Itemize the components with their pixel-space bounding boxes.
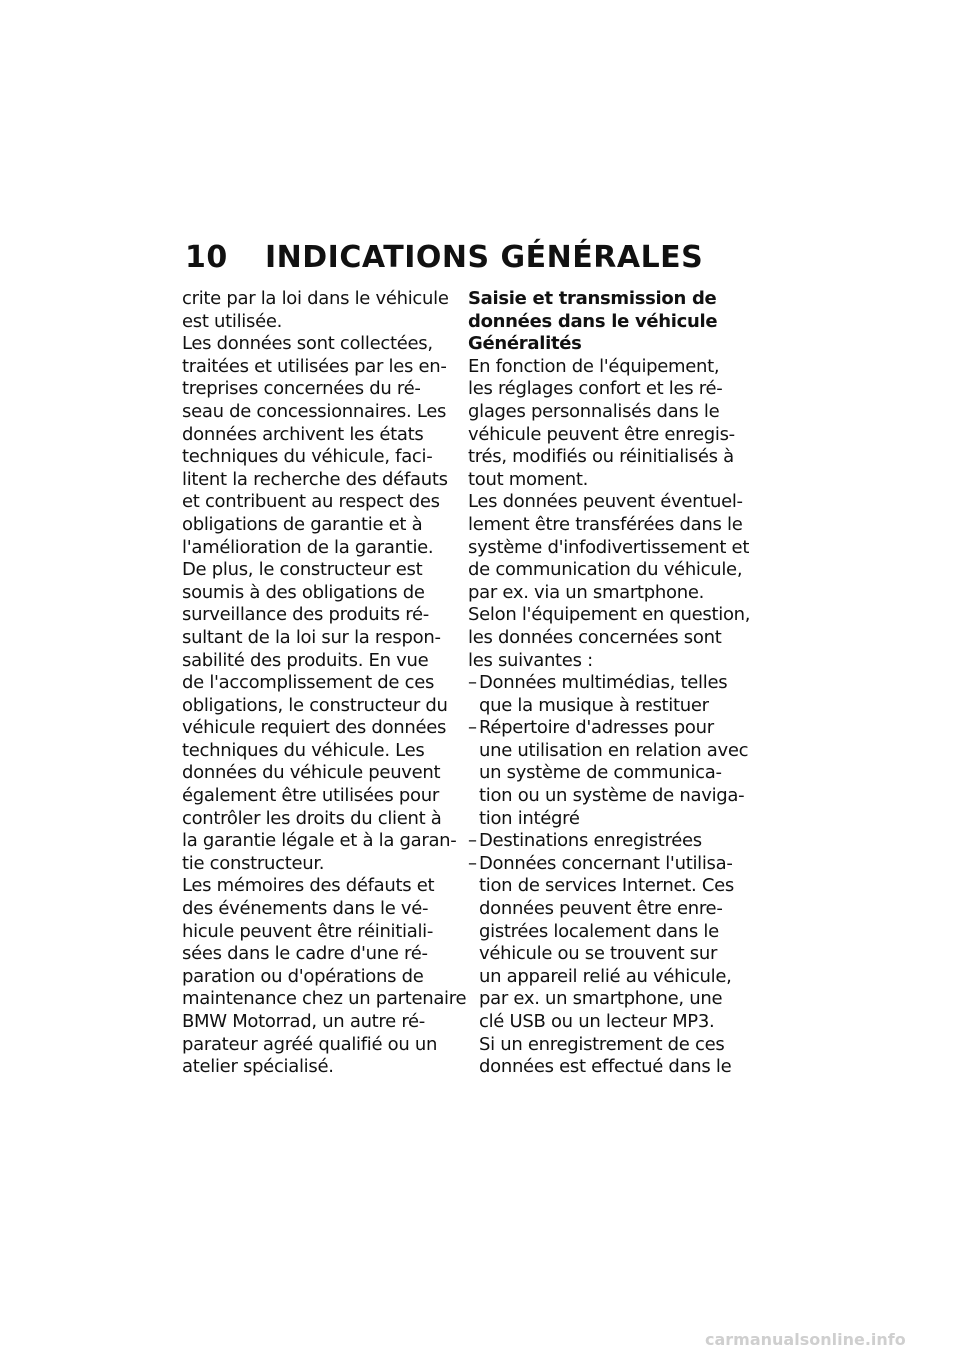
list-item-text: Données multimédias, telles [479, 672, 728, 694]
text-line: les réglages confort et les ré- [468, 378, 723, 400]
page-header [185, 240, 703, 275]
watermark: carmanualsonline.info [705, 1330, 906, 1349]
text-line: les données concernées sont [468, 626, 722, 648]
section-heading-line: données dans le véhicule [468, 310, 718, 332]
text-line: de l'accomplissement de ces [182, 672, 435, 694]
text-line: sées dans le cadre d'une ré- [182, 943, 428, 965]
text-line: De plus, le constructeur est [182, 559, 423, 581]
text-line: surveillance des produits ré- [182, 604, 429, 626]
list-item-line: une utilisation en relation avec [479, 739, 749, 761]
text-line: obligations de garantie et à [182, 513, 423, 535]
text-line: paration ou d'opérations de [182, 965, 424, 987]
list-item-line: données peuvent être enre- [479, 898, 723, 920]
text-line: crite par la loi dans le véhicule [182, 288, 449, 309]
text-line: lement être transférées dans le [468, 513, 743, 535]
text-line: également être utilisées pour [182, 785, 439, 807]
list-item-text: Destinations enregistrées [479, 830, 702, 852]
right-column [468, 288, 758, 1079]
list-item-line [468, 717, 758, 740]
text-line: véhicule peuvent être enregis- [468, 423, 735, 445]
text-line: glages personnalisés dans le [468, 400, 720, 422]
text-line: atelier spécialisé. [182, 1056, 334, 1078]
text-line: Les mémoires des défauts et [182, 875, 435, 897]
text-line: système d'infodivertissement et [468, 536, 750, 558]
bullet-dash: – [468, 830, 477, 852]
left-column [182, 288, 467, 1079]
text-line: Les données sont collectées, [182, 333, 433, 355]
text-line: litent la recherche des défauts [182, 468, 448, 490]
text-line: soumis à des obligations de [182, 581, 425, 603]
list-item-line: un système de communica- [479, 762, 722, 784]
text-line: Selon l'équipement en question, [468, 604, 751, 626]
list-item-line: Si un enregistrement de ces [479, 1033, 725, 1055]
text-line: sultant de la loi sur la respon- [182, 626, 441, 648]
text-line: tie constructeur. [182, 852, 325, 874]
text-line: données du véhicule peuvent [182, 762, 441, 784]
text-line: seau de concessionnaires. Les [182, 400, 447, 422]
section-heading-line: Saisie et transmission de [468, 288, 717, 309]
text-line: En fonction de l'équipement, [468, 355, 720, 377]
list-item-line: que la musique à restituer [479, 694, 709, 716]
list-item-line [468, 853, 758, 876]
list-item-line: données est effectué dans le [479, 1056, 732, 1078]
text-line: traitées et utilisées par les en- [182, 355, 447, 377]
text-line: données archivent les états [182, 423, 424, 445]
text-line: des événements dans le vé- [182, 898, 429, 920]
text-line: l'amélioration de la garantie. [182, 536, 434, 558]
list-item-line [468, 672, 758, 695]
list-item-line: un appareil relié au véhicule, [479, 965, 732, 987]
text-line: techniques du véhicule. Les [182, 739, 425, 761]
list-item-line: véhicule ou se trouvent sur [479, 943, 718, 965]
text-line: par ex. via un smartphone. [468, 581, 705, 603]
list-item-line: tion de services Internet. Ces [479, 875, 734, 897]
bullet-dash: – [468, 852, 477, 874]
text-line: techniques du véhicule, faci- [182, 446, 433, 468]
list-item-line: gistrées localement dans le [479, 920, 719, 942]
text-line: contrôler les droits du client à [182, 807, 442, 829]
text-line: trés, modifiés ou réinitialisés à [468, 446, 734, 468]
text-line: de communication du véhicule, [468, 559, 743, 581]
text-line: Les données peuvent éventuel- [468, 491, 743, 513]
text-line: est utilisée. [182, 310, 283, 332]
text-line: la garantie légale et à la garan- [182, 830, 457, 852]
list-item-line: par ex. un smartphone, une [479, 988, 723, 1010]
text-line: véhicule requiert des données [182, 717, 447, 739]
text-line: obligations, le constructeur du [182, 694, 448, 716]
bullet-dash: – [468, 672, 477, 694]
list-item-line [468, 830, 758, 853]
text-line: les suivantes : [468, 649, 593, 671]
text-line: treprises concernées du ré- [182, 378, 421, 400]
list-item-line: tion ou un système de naviga- [479, 785, 745, 807]
subheading: Généralités [468, 333, 582, 355]
text-line: hicule peuvent être réinitiali- [182, 920, 434, 942]
page-number: 10 [185, 240, 228, 275]
list-item-text: Données concernant l'utilisa- [479, 852, 733, 874]
text-line: parateur agréé qualifié ou un [182, 1033, 438, 1055]
text-line: BMW Motorrad, un autre ré- [182, 1011, 426, 1032]
text-line: et contribuent au respect des [182, 491, 440, 513]
list-item-line: tion intégré [479, 807, 580, 829]
list-item-line: clé USB ou un lecteur MP3. [479, 1011, 715, 1032]
bullet-dash: – [468, 717, 477, 739]
text-line: maintenance chez un partenaire [182, 988, 467, 1010]
text-line: tout moment. [468, 468, 589, 490]
section-title: INDICATIONS GÉNÉRALES [265, 240, 704, 275]
list-item-text: Répertoire d'adresses pour [479, 717, 714, 739]
text-line: sabilité des produits. En vue [182, 649, 429, 671]
